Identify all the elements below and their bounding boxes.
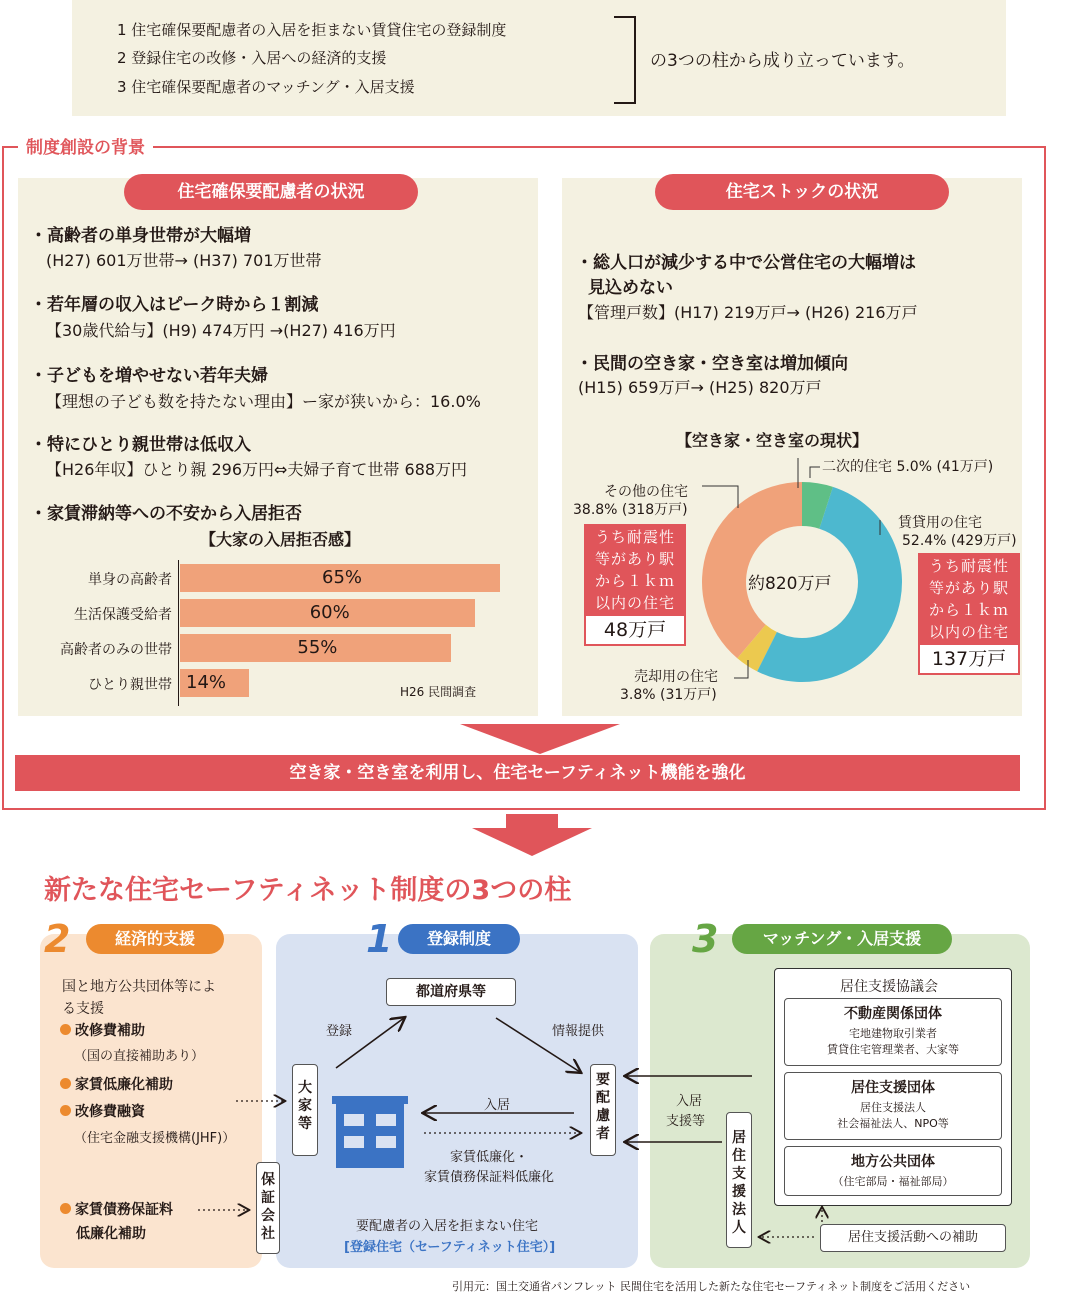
bar-chart-source: H26 民間調査 — [400, 685, 477, 699]
background-title: 制度創設の背景 — [18, 133, 153, 158]
pie-center-label: 約820万戸 — [748, 574, 832, 594]
new-system-title: 新たな住宅セーフティネット制度の3つの柱 — [44, 875, 572, 906]
support-label: 入居 — [676, 1094, 703, 1109]
point-head: ・高齢者の単身世帯が大幅増 — [30, 226, 251, 246]
bar-category-label: 高齢者のみの世帯 — [60, 642, 172, 658]
needy-box: 要配慮者 — [590, 1064, 616, 1156]
support-label: 支援等 — [666, 1114, 706, 1129]
point-head: ・家賃滞納等への不安から入居拒否 — [30, 504, 302, 524]
pie-chart-title: 【空き家・空き室の現状】 — [676, 431, 869, 450]
register-label: 登録 — [326, 1024, 353, 1039]
pie-label-rental-value: 52.4% (429万戸) — [902, 533, 1017, 549]
arrow-register — [336, 1018, 404, 1068]
bar-value-label: 65% — [322, 567, 363, 588]
pillar-item-2: 2 登録住宅の改修・入居への経済的支援 — [117, 49, 387, 67]
point-sub: 【管理戸数】(H17) 219万戸→ (H26) 216万戸 — [578, 303, 918, 322]
info-label: 情報提供 — [552, 1024, 605, 1039]
house-desc: 要配慮者の入居を拒まない住宅 — [356, 1219, 539, 1234]
economic-item-label: 家賃債務保証料 — [75, 1202, 173, 1218]
right-panel-title: 住宅ストックの状況 — [655, 174, 949, 210]
economic-item-note: （国の直接補助あり） — [74, 1049, 205, 1064]
conclusion-banner: 空き家・空き室を利用し、住宅セーフティネット機能を強化 — [15, 755, 1020, 791]
point-head: ・民間の空き家・空き室は増加傾向 — [576, 354, 848, 374]
pillar-item-3: 3 住宅確保要配慮者のマッチング・入居支援 — [117, 78, 415, 96]
bar-category-label: ひとり親世帯 — [88, 677, 172, 693]
economic-item-label: 改修費融資 — [75, 1104, 145, 1120]
flow-arrows — [0, 930, 1068, 1270]
point-sub: (H27) 601万世帯→ (H37) 701万世帯 — [46, 251, 322, 270]
economic-item-note: （住宅金融支援機構(JHF)） — [74, 1131, 236, 1146]
bar-category-label: 単身の高齢者 — [88, 572, 172, 588]
sub-box-line: 等があり駅 — [928, 579, 1009, 597]
point-sub: 【理想の子ども数を持たない理由】ー家が狭いから：16.0% — [46, 392, 481, 411]
economic-intro: る支援 — [62, 1001, 104, 1017]
house-name: [登録住宅（セーフティネット住宅）] — [344, 1240, 556, 1255]
arrow-info — [496, 1018, 580, 1072]
bar-axis — [178, 560, 179, 706]
point-head: ・総人口が減少する中で公営住宅の大幅増は — [576, 253, 916, 273]
group-desc: 居住支援法人 — [860, 1101, 926, 1114]
point-sub: 【30歳代給与】(H9) 474万円 →(H27) 416万円 — [46, 321, 396, 340]
prefecture-box: 都道府県等 — [386, 978, 516, 1006]
group-desc: 社会福祉法人、NPO等 — [837, 1117, 949, 1130]
sub-box-line: うち耐震性 — [928, 557, 1009, 575]
economic-item-label: 改修費補助 — [75, 1023, 145, 1039]
sub-box-line: 以内の住宅 — [594, 594, 675, 612]
down-arrow — [460, 724, 620, 756]
group-desc: 賃貸住宅管理業者、大家等 — [827, 1043, 959, 1056]
pie-label-sale-name: 売却用の住宅 — [634, 669, 718, 685]
sub-box-right — [918, 553, 1020, 645]
landlord-box: 大家等 — [292, 1064, 318, 1156]
pie-label-other-name: その他の住宅 — [604, 484, 688, 500]
matching-title: マッチング・入居支援 — [732, 924, 952, 954]
point-head-2: 見込めない — [588, 278, 673, 298]
economic-item-label-2: 低廉化補助 — [76, 1226, 146, 1242]
group-desc: 宅地建物取引業者 — [849, 1027, 937, 1040]
down-arrow-big — [472, 814, 592, 856]
leader-line — [810, 467, 820, 478]
point-sub: (H15) 659万戸→ (H25) 820万戸 — [578, 378, 822, 397]
sub-box-line: 以内の住宅 — [928, 623, 1009, 641]
point-head: ・特にひとり親世帯は低収入 — [30, 435, 251, 455]
move-in-label: 入居 — [484, 1098, 511, 1113]
economic-title: 経済的支援 — [86, 924, 224, 954]
pie-label-sale-value: 3.8% (31万戸) — [620, 687, 717, 703]
subsidy-box: 居住支援活動への補助 — [820, 1224, 1006, 1252]
sub-box-right-value: 137万戸 — [918, 643, 1020, 675]
bar-value-label: 60% — [309, 602, 350, 623]
economic-item-label: 家賃低廉化補助 — [75, 1077, 173, 1093]
bar-value-label: 14% — [186, 672, 227, 693]
guarantor-box: 保証会社 — [256, 1162, 280, 1254]
sub-box-left-value: 48万戸 — [584, 614, 686, 646]
matching-number: 3 — [692, 917, 719, 961]
sub-box-line: から１ｋｍ — [594, 572, 675, 590]
group-name: 居住支援団体 — [851, 1080, 935, 1096]
rent-reduce-label: 家賃低廉化・ — [450, 1150, 529, 1165]
point-head: ・若年層の収入はピーク時から１割減 — [30, 295, 319, 315]
left-panel-title: 住宅確保要配慮者の状況 — [124, 174, 418, 210]
economic-intro: 国と地方公共団体等によ — [62, 979, 216, 995]
rent-reduce-label: 家賃債務保証料低廉化 — [424, 1170, 555, 1185]
leader-line — [702, 486, 738, 508]
group-desc: （住宅部局・福祉部局） — [832, 1175, 954, 1188]
point-sub: 【H26年収】ひとり親 296万円⇔夫婦子育て世帯 688万円 — [46, 460, 468, 479]
pie-label-secondary: 二次的住宅 5.0% (41万戸) — [822, 459, 994, 475]
group-name: 地方公共団体 — [851, 1154, 935, 1170]
pillars-suffix: の3つの柱から成り立っています。 — [650, 51, 915, 71]
sub-box-line: うち耐震性 — [594, 528, 675, 546]
support-corp-box: 居住支援法人 — [726, 1112, 752, 1248]
council-title: 居住支援協議会 — [840, 979, 938, 995]
point-head: ・子どもを増やせない若年夫婦 — [30, 366, 268, 386]
sub-box-line: 等があり駅 — [594, 550, 675, 568]
registration-number: 1 — [366, 917, 393, 961]
bar-value-label: 55% — [297, 637, 338, 658]
citation: 引用元：国土交通省パンフレット 民間住宅を活用した新たな住宅セーフティネット制度をご活用ください — [452, 1280, 971, 1293]
pillar-item-1: 1 住宅確保要配慮者の入居を拒まない賃貸住宅の登録制度 — [117, 21, 507, 39]
sub-box-left — [584, 524, 686, 616]
pie-label-rental-name: 賃貸用の住宅 — [898, 515, 982, 531]
group-name: 不動産関係団体 — [844, 1006, 942, 1022]
bar-chart-title: 【大家の入居拒否感】 — [200, 530, 361, 549]
bar-category-label: 生活保護受給者 — [74, 607, 172, 623]
pie-label-other-value: 38.8% (318万戸) — [573, 502, 688, 518]
pillars-bracket — [614, 16, 636, 104]
economic-number: 2 — [44, 917, 71, 961]
registration-title: 登録制度 — [398, 924, 520, 954]
sub-box-line: から１ｋｍ — [928, 601, 1009, 619]
